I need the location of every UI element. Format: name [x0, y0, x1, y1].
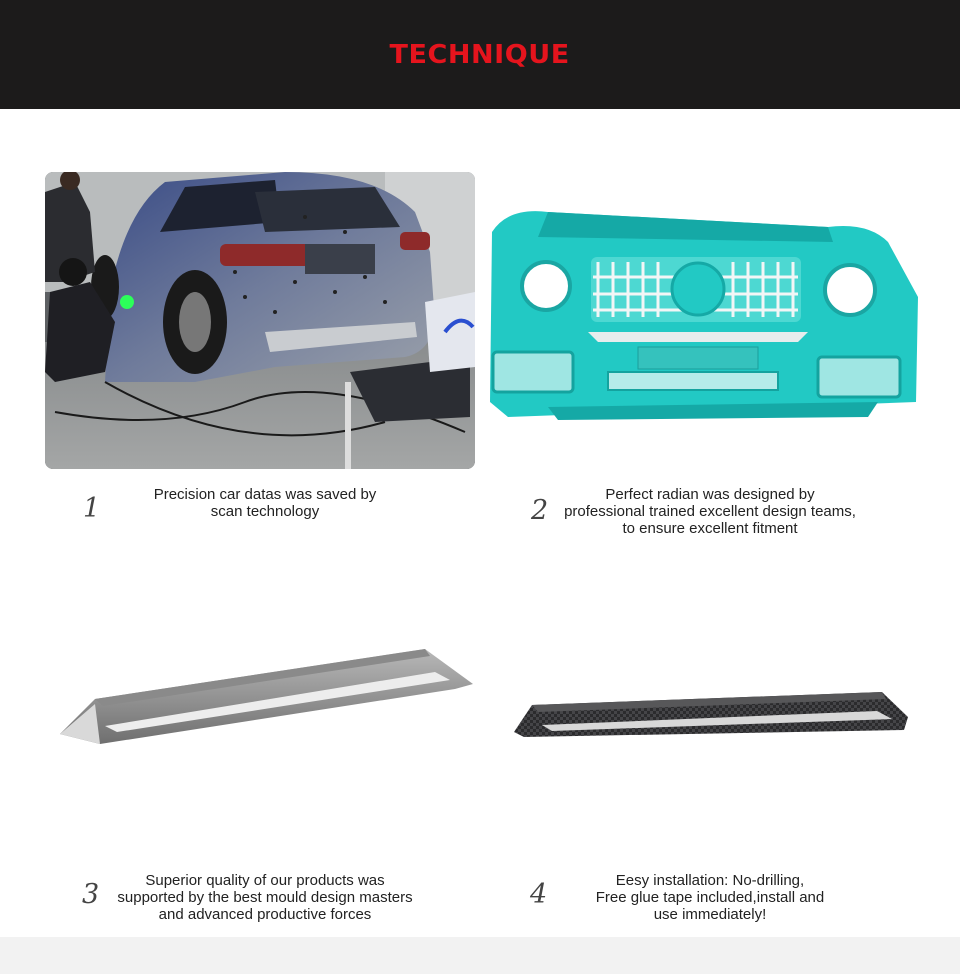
- caption-line: Free glue tape included,install and: [595, 889, 825, 906]
- caption-line: supported by the best mould design masters: [117, 889, 413, 906]
- scan-model-image: [488, 202, 920, 424]
- caption-line: and advanced productive forces: [158, 906, 372, 923]
- caption-line: Precision car datas was saved by: [153, 486, 377, 503]
- caption-line: Eesy installation: No-drilling,: [615, 872, 805, 889]
- step-caption-4: [570, 872, 850, 923]
- caption-line: scan technology: [210, 503, 320, 520]
- step-caption-1: [120, 486, 410, 520]
- caption-line: Superior quality of our products was: [145, 872, 385, 889]
- step-number-3: 3: [82, 879, 100, 910]
- carbon-part-image: [512, 687, 910, 739]
- car-scan-photo: [45, 172, 475, 469]
- step-caption-3: [100, 872, 430, 923]
- step-caption-2: [550, 486, 870, 537]
- caption-line: Perfect radian was designed by: [605, 486, 815, 503]
- page-title: TECHNIQUE: [389, 39, 571, 70]
- caption-line: to ensure excellent fitment: [622, 520, 798, 537]
- step-number-1: 1: [83, 493, 101, 524]
- step-number-4: 4: [530, 879, 548, 910]
- step-number-2: 2: [531, 495, 549, 526]
- raw-part-image: [55, 644, 480, 749]
- technique-content: [0, 109, 960, 937]
- page-header: [0, 0, 960, 109]
- caption-line: professional trained excellent design teams,: [564, 503, 856, 520]
- caption-line: use immediately!: [653, 906, 767, 923]
